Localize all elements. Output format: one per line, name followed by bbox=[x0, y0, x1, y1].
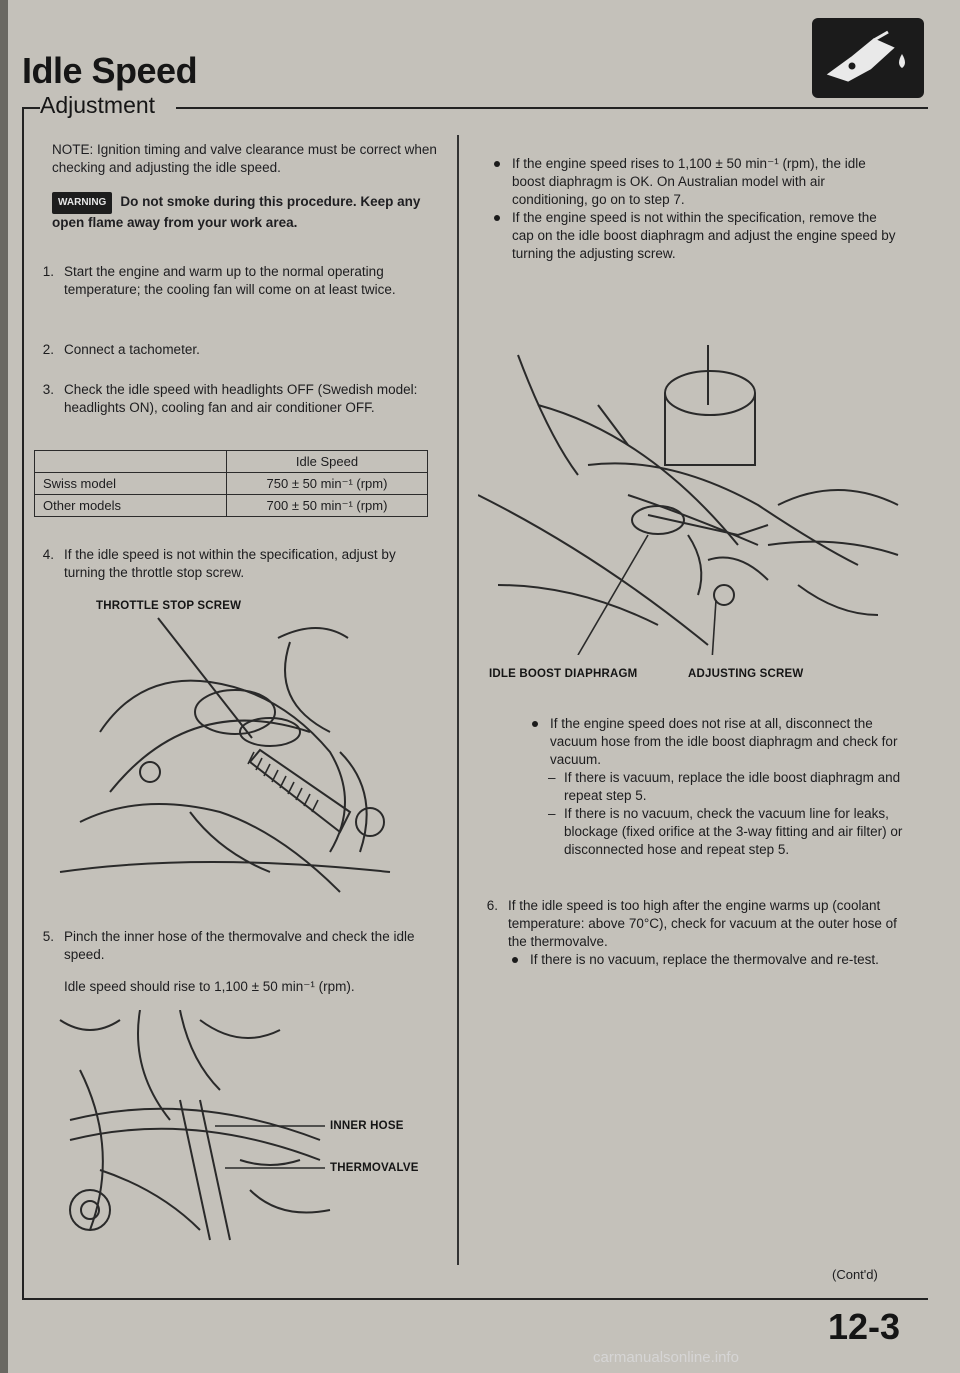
bullet-icon bbox=[532, 721, 538, 727]
idle-boost-diaphragm-figure bbox=[478, 345, 908, 655]
table-cell-value: 700 ± 50 min⁻¹ (rpm) bbox=[227, 495, 428, 517]
inner-hose-label: INNER HOSE bbox=[330, 1120, 404, 1132]
step-text: Check the idle speed with headlights OFF (Swedish model: headlights ON), cooling fan and air conditioner OFF. bbox=[64, 382, 418, 415]
idle-boost-diaphragm-label: IDLE BOOST DIAPHRAGM bbox=[489, 668, 638, 680]
warning-message: Do not smoke during this procedure. Keep any open flame away from your work area. bbox=[52, 194, 421, 230]
step-text: If the idle speed is not within the specification, adjust by turning the throttle stop screw. bbox=[64, 547, 396, 580]
adjusting-screw-label: ADJUSTING SCREW bbox=[688, 668, 804, 680]
watermark: carmanualsonline.info bbox=[593, 1349, 739, 1366]
list-item: – If there is no vacuum, check the vacuum line for leaks, blockage (fixed orifice at the 3-way fitting and air filter) or disconnected hose and repeat step 5. bbox=[548, 806, 903, 857]
step-2 bbox=[32, 341, 432, 359]
step-6 bbox=[476, 897, 900, 969]
table-cell-value: 750 ± 50 min⁻¹ (rpm) bbox=[227, 473, 428, 495]
step-number: 2. bbox=[42, 342, 54, 357]
list-item bbox=[528, 715, 903, 769]
step-5 bbox=[32, 928, 432, 996]
note-text: NOTE: Ignition timing and valve clearance must be correct when checking and adjusting the idle speed. bbox=[52, 142, 437, 175]
throttle-stop-screw-figure bbox=[40, 612, 440, 907]
step-number: 6. bbox=[486, 898, 498, 913]
section-rule bbox=[176, 107, 928, 109]
warning-text bbox=[52, 192, 442, 232]
table-corner-cell bbox=[35, 451, 227, 473]
step-expected-result: Idle speed should rise to 1,100 ± 50 min⁻¹ (rpm). bbox=[64, 979, 355, 994]
table-header: Idle Speed bbox=[227, 451, 428, 473]
bullet-icon bbox=[512, 957, 518, 963]
step-number: 1. bbox=[42, 264, 54, 279]
continued-note: (Cont'd) bbox=[832, 1267, 878, 1282]
step-number: 3. bbox=[42, 382, 54, 397]
thermovalve-label: THERMOVALVE bbox=[330, 1162, 419, 1174]
frame-corner bbox=[22, 107, 40, 117]
throttle-stop-screw-label: THROTTLE STOP SCREW bbox=[96, 600, 242, 612]
column-divider bbox=[457, 135, 459, 1265]
dash-text: If there is no vacuum, check the vacuum line for leaks, blockage (fixed orifice at the 3-way fitting and air filter) or disconnected hose and repeat step 5. bbox=[564, 806, 903, 857]
thermovalve-figure bbox=[50, 1010, 340, 1260]
list-item bbox=[490, 209, 900, 263]
list-item bbox=[490, 155, 900, 209]
bullet-text: If the engine speed rises to 1,100 ± 50 min⁻¹ (rpm), the idle boost diaphragm is OK. On Australian model with air conditioning, go on to step 7. bbox=[512, 156, 866, 207]
bullet-text: If the engine speed does not rise at all, disconnect the vacuum hose from the idle boost diaphragm and check for vacuum. bbox=[550, 716, 898, 767]
step-number: 4. bbox=[42, 547, 54, 562]
bullet-text: If there is no vacuum, replace the thermovalve and re-test. bbox=[530, 952, 879, 967]
table-row bbox=[35, 473, 428, 495]
list-item: – If there is vacuum, replace the idle boost diaphragm and repeat step 5. bbox=[548, 770, 901, 803]
bullet-text: If the engine speed is not within the specification, remove the cap on the idle boost diaphragm and adjust the engine speed by turning the adjusting screw. bbox=[512, 210, 896, 261]
carburetor-tool-icon bbox=[812, 18, 924, 98]
dash-text: If there is vacuum, replace the idle boost diaphragm and repeat step 5. bbox=[564, 770, 901, 803]
step-text: If the idle speed is too high after the engine warms up (coolant temperature: above 70°C), check for vacuum at the outer hose of the thermovalve. bbox=[508, 898, 897, 949]
bullet-icon bbox=[494, 215, 500, 221]
list-item bbox=[508, 951, 900, 969]
bullet-icon bbox=[494, 161, 500, 167]
step-3 bbox=[32, 381, 432, 417]
idle-speed-table bbox=[34, 450, 428, 517]
warning-badge: WARNING bbox=[52, 192, 112, 214]
step-text: Start the engine and warm up to the normal operating temperature; the cooling fan will come on at least twice. bbox=[64, 264, 396, 297]
step-text: Connect a tachometer. bbox=[64, 342, 200, 357]
bullets-top bbox=[490, 155, 900, 263]
page-title: Idle Speed bbox=[22, 50, 198, 91]
table-row bbox=[35, 495, 428, 517]
step-1 bbox=[32, 263, 432, 299]
section-title: Adjustment bbox=[40, 92, 156, 118]
table-cell-model: Swiss model bbox=[35, 473, 227, 495]
bullets-mid bbox=[528, 715, 903, 859]
page-edge bbox=[0, 0, 8, 1373]
step-number: 5. bbox=[42, 929, 54, 944]
step-text: Pinch the inner hose of the thermovalve and check the idle speed. bbox=[64, 929, 415, 962]
table-cell-model: Other models bbox=[35, 495, 227, 517]
page-number: 12-3 bbox=[828, 1306, 901, 1347]
frame-left-rule bbox=[22, 107, 24, 1300]
step-4 bbox=[32, 546, 432, 582]
frame-bottom-rule bbox=[22, 1298, 928, 1300]
